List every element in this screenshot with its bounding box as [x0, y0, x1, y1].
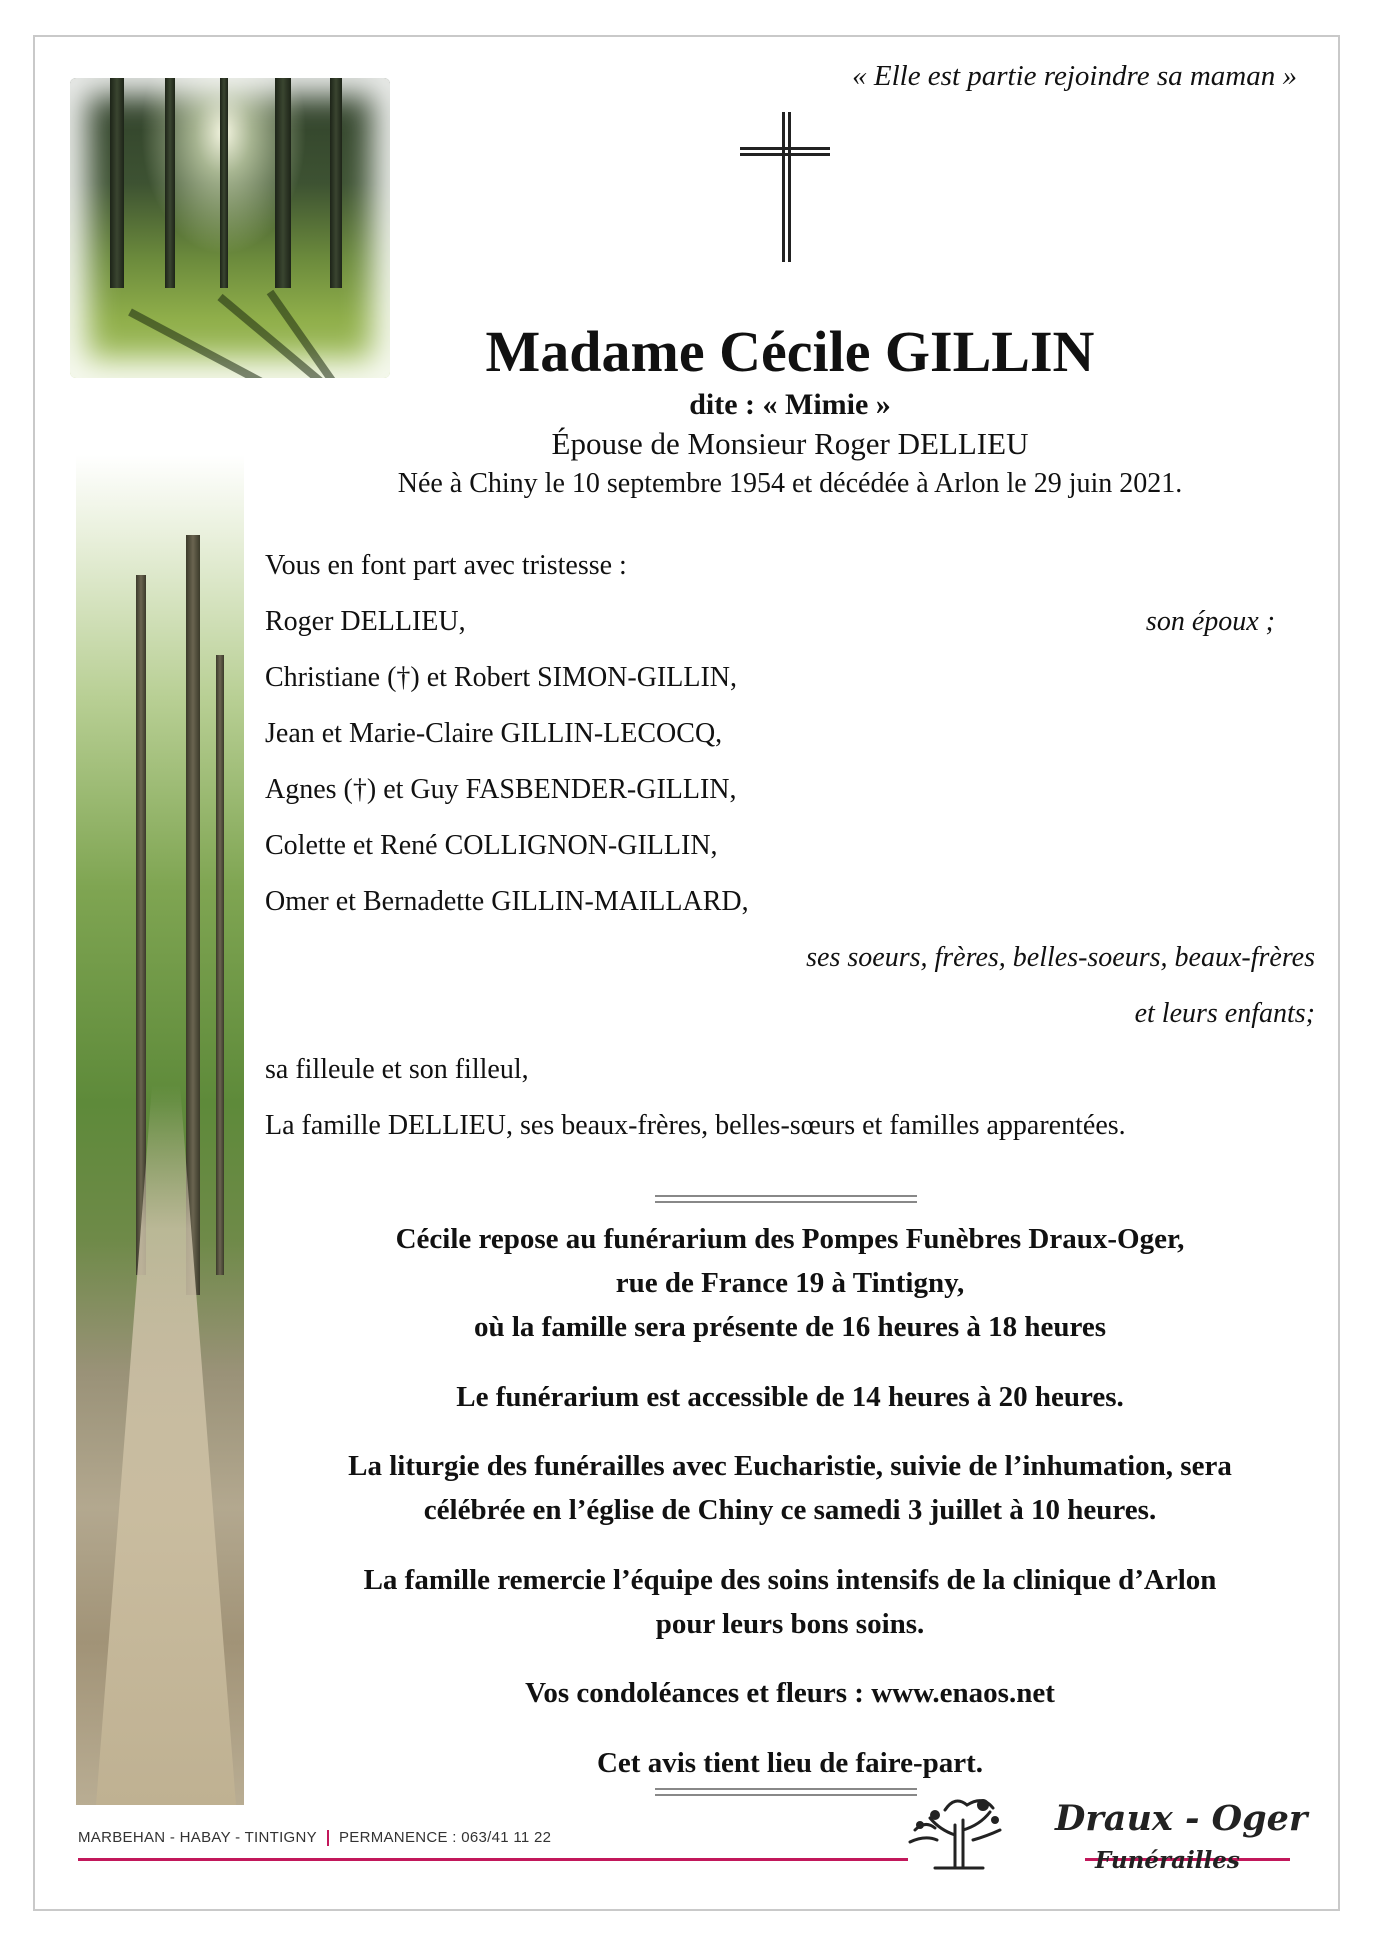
divider — [655, 1195, 917, 1203]
deceased-nickname: dite : « Mimie » — [689, 388, 891, 421]
list-item: Christiane (†) et Robert SIMON-GILLIN, — [265, 662, 738, 693]
tree-trunk — [110, 78, 124, 288]
thanks-line-1: La famille remercie l’équipe des soins intensifs de la clinique d’Arlon — [363, 1564, 1217, 1596]
liturgy-line-1: La liturgie des funérailles avec Eucharistie, suivie de l’inhumation, sera — [348, 1450, 1232, 1482]
list-item: La famille DELLIEU, ses beaux-frères, belles-sœurs et familles apparentées. — [265, 1110, 1126, 1141]
footer-contact — [78, 1829, 551, 1846]
spouse-role: son époux ; — [1145, 606, 1275, 637]
family-list — [265, 548, 1315, 1164]
list-item: Omer et Bernadette GILLIN-MAILLARD, — [265, 886, 749, 917]
condolences-line: Vos condoléances et fleurs : www.enaos.net — [525, 1677, 1055, 1709]
list-item: Jean et Marie-Claire GILLIN-LECOCQ, — [265, 718, 723, 749]
divider — [655, 1788, 917, 1796]
deceased-spouse: Épouse de Monsieur Roger DELLIEU — [551, 426, 1029, 461]
repose-line-3: où la famille sera présente de 16 heures à 18 heures — [473, 1311, 1107, 1343]
tree-trunk — [330, 78, 342, 288]
tree-trunk — [136, 575, 146, 1275]
list-item: sa filleule et son filleul, — [265, 1054, 529, 1085]
list-item — [265, 940, 1315, 996]
tree-trunk — [220, 78, 228, 288]
tree-trunk — [165, 78, 175, 288]
cross-icon — [740, 112, 830, 262]
repose-line-2: rue de France 19 à Tintigny, — [615, 1267, 965, 1299]
tree-logo-icon — [905, 1790, 1015, 1870]
list-item: Agnes (†) et Guy FASBENDER-GILLIN, — [265, 774, 737, 805]
thanks-line-2: pour leurs bons soins. — [655, 1608, 925, 1640]
footer-permanence: PERMANENCE : 063/41 11 22 — [338, 1829, 552, 1846]
birth-death-dates: Née à Chiny le 10 septembre 1954 et décédée à Arlon le 29 juin 2021. — [397, 468, 1183, 499]
list-item — [265, 996, 1315, 1052]
repose-line-1: Cécile repose au funérarium des Pompes Funèbres Draux-Oger, — [395, 1223, 1185, 1255]
forest-path-photo — [76, 455, 244, 1805]
forest-trail — [96, 1085, 236, 1805]
siblings-role-cont: et leurs enfants; — [1134, 998, 1315, 1029]
deceased-name: Madame Cécile GILLIN — [485, 319, 1095, 384]
spouse-name: Roger DELLIEU, — [265, 606, 466, 637]
tree-trunk — [216, 655, 224, 1275]
motto-quote: « Elle est partie rejoindre sa maman » — [852, 60, 1297, 92]
tree-trunk — [186, 535, 200, 1295]
brand-name: Draux - Oger — [1055, 1798, 1308, 1839]
footer-locations: MARBEHAN - HABAY - TINTIGNY — [78, 1829, 317, 1846]
brand-subtitle: Funérailles — [1095, 1847, 1240, 1874]
list-item — [265, 604, 1315, 660]
footer-accent-line — [78, 1858, 908, 1861]
footer-separator — [327, 1830, 329, 1846]
notice-line: Cet avis tient lieu de faire-part. — [596, 1747, 984, 1779]
tree-trunk — [275, 78, 291, 288]
family-intro: Vous en font part avec tristesse : — [265, 550, 627, 581]
list-item: Colette et René COLLIGNON-GILLIN, — [265, 830, 718, 861]
siblings-role: ses soeurs, frères, belles-soeurs, beaux-frères — [806, 942, 1315, 973]
liturgy-line-2: célébrée en l’église de Chiny ce samedi 3 juillet à 10 heures. — [423, 1494, 1157, 1526]
access-hours: Le funérarium est accessible de 14 heures à 20 heures. — [456, 1381, 1124, 1413]
